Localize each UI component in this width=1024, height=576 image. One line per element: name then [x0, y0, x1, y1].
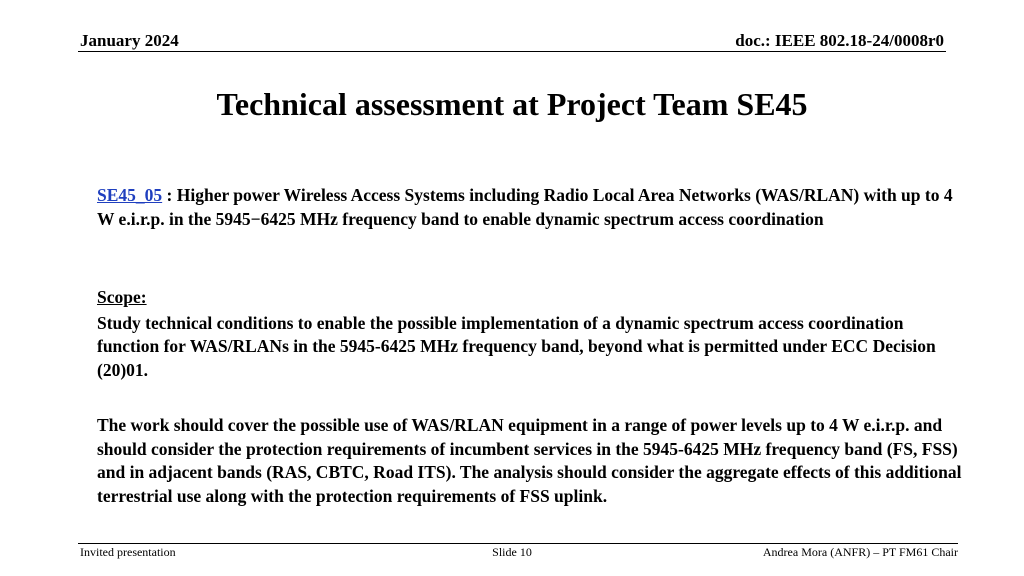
- header-date: January 2024: [80, 31, 179, 50]
- header-doc-id: doc.: IEEE 802.18-24/0008r0: [735, 31, 944, 50]
- footer-left: Invited presentation: [80, 545, 176, 559]
- se45-05-link[interactable]: SE45_05: [97, 185, 163, 205]
- footer-author: Andrea Mora (ANFR) – PT FM61 Chair: [762, 545, 958, 559]
- slide-number: Slide 10: [492, 545, 532, 559]
- work-item-paragraph: [97, 184, 967, 231]
- scope-text: Study technical conditions to enable the possible implementation of a dynamic spectrum access coordination function for WAS/RLANs in the 5945-6425 MHz frequency band, beyond what is permitted under ECC Decision (20)01.: [97, 312, 936, 380]
- slide-title: Technical assessment at Project Team SE45: [216, 86, 808, 122]
- scope-section: [97, 286, 967, 382]
- work-item-description: : Higher power Wireless Access Systems including Radio Local Area Networks (WAS/RLAN) with up to 4 W e.i.r.p. in the 5945−6425 MHz frequency band to enable dynamic spectrum access coordination: [97, 185, 953, 229]
- scope-label: Scope:: [97, 287, 147, 307]
- header-divider: [78, 51, 946, 52]
- work-coverage-paragraph: The work should cover the possible use of WAS/RLAN equipment in a range of power levels up to 4 W e.i.r.p. and should consider the protection requirements of incumbent services in the 5945-6425 MHz frequency band (FS, FSS) and in adjacent bands (RAS, CBTC, Road ITS). The analysis should consider the aggregate effects of this additional terrestrial use along with the protection requirements of FSS uplink.: [97, 415, 962, 506]
- footer-divider: [78, 543, 958, 544]
